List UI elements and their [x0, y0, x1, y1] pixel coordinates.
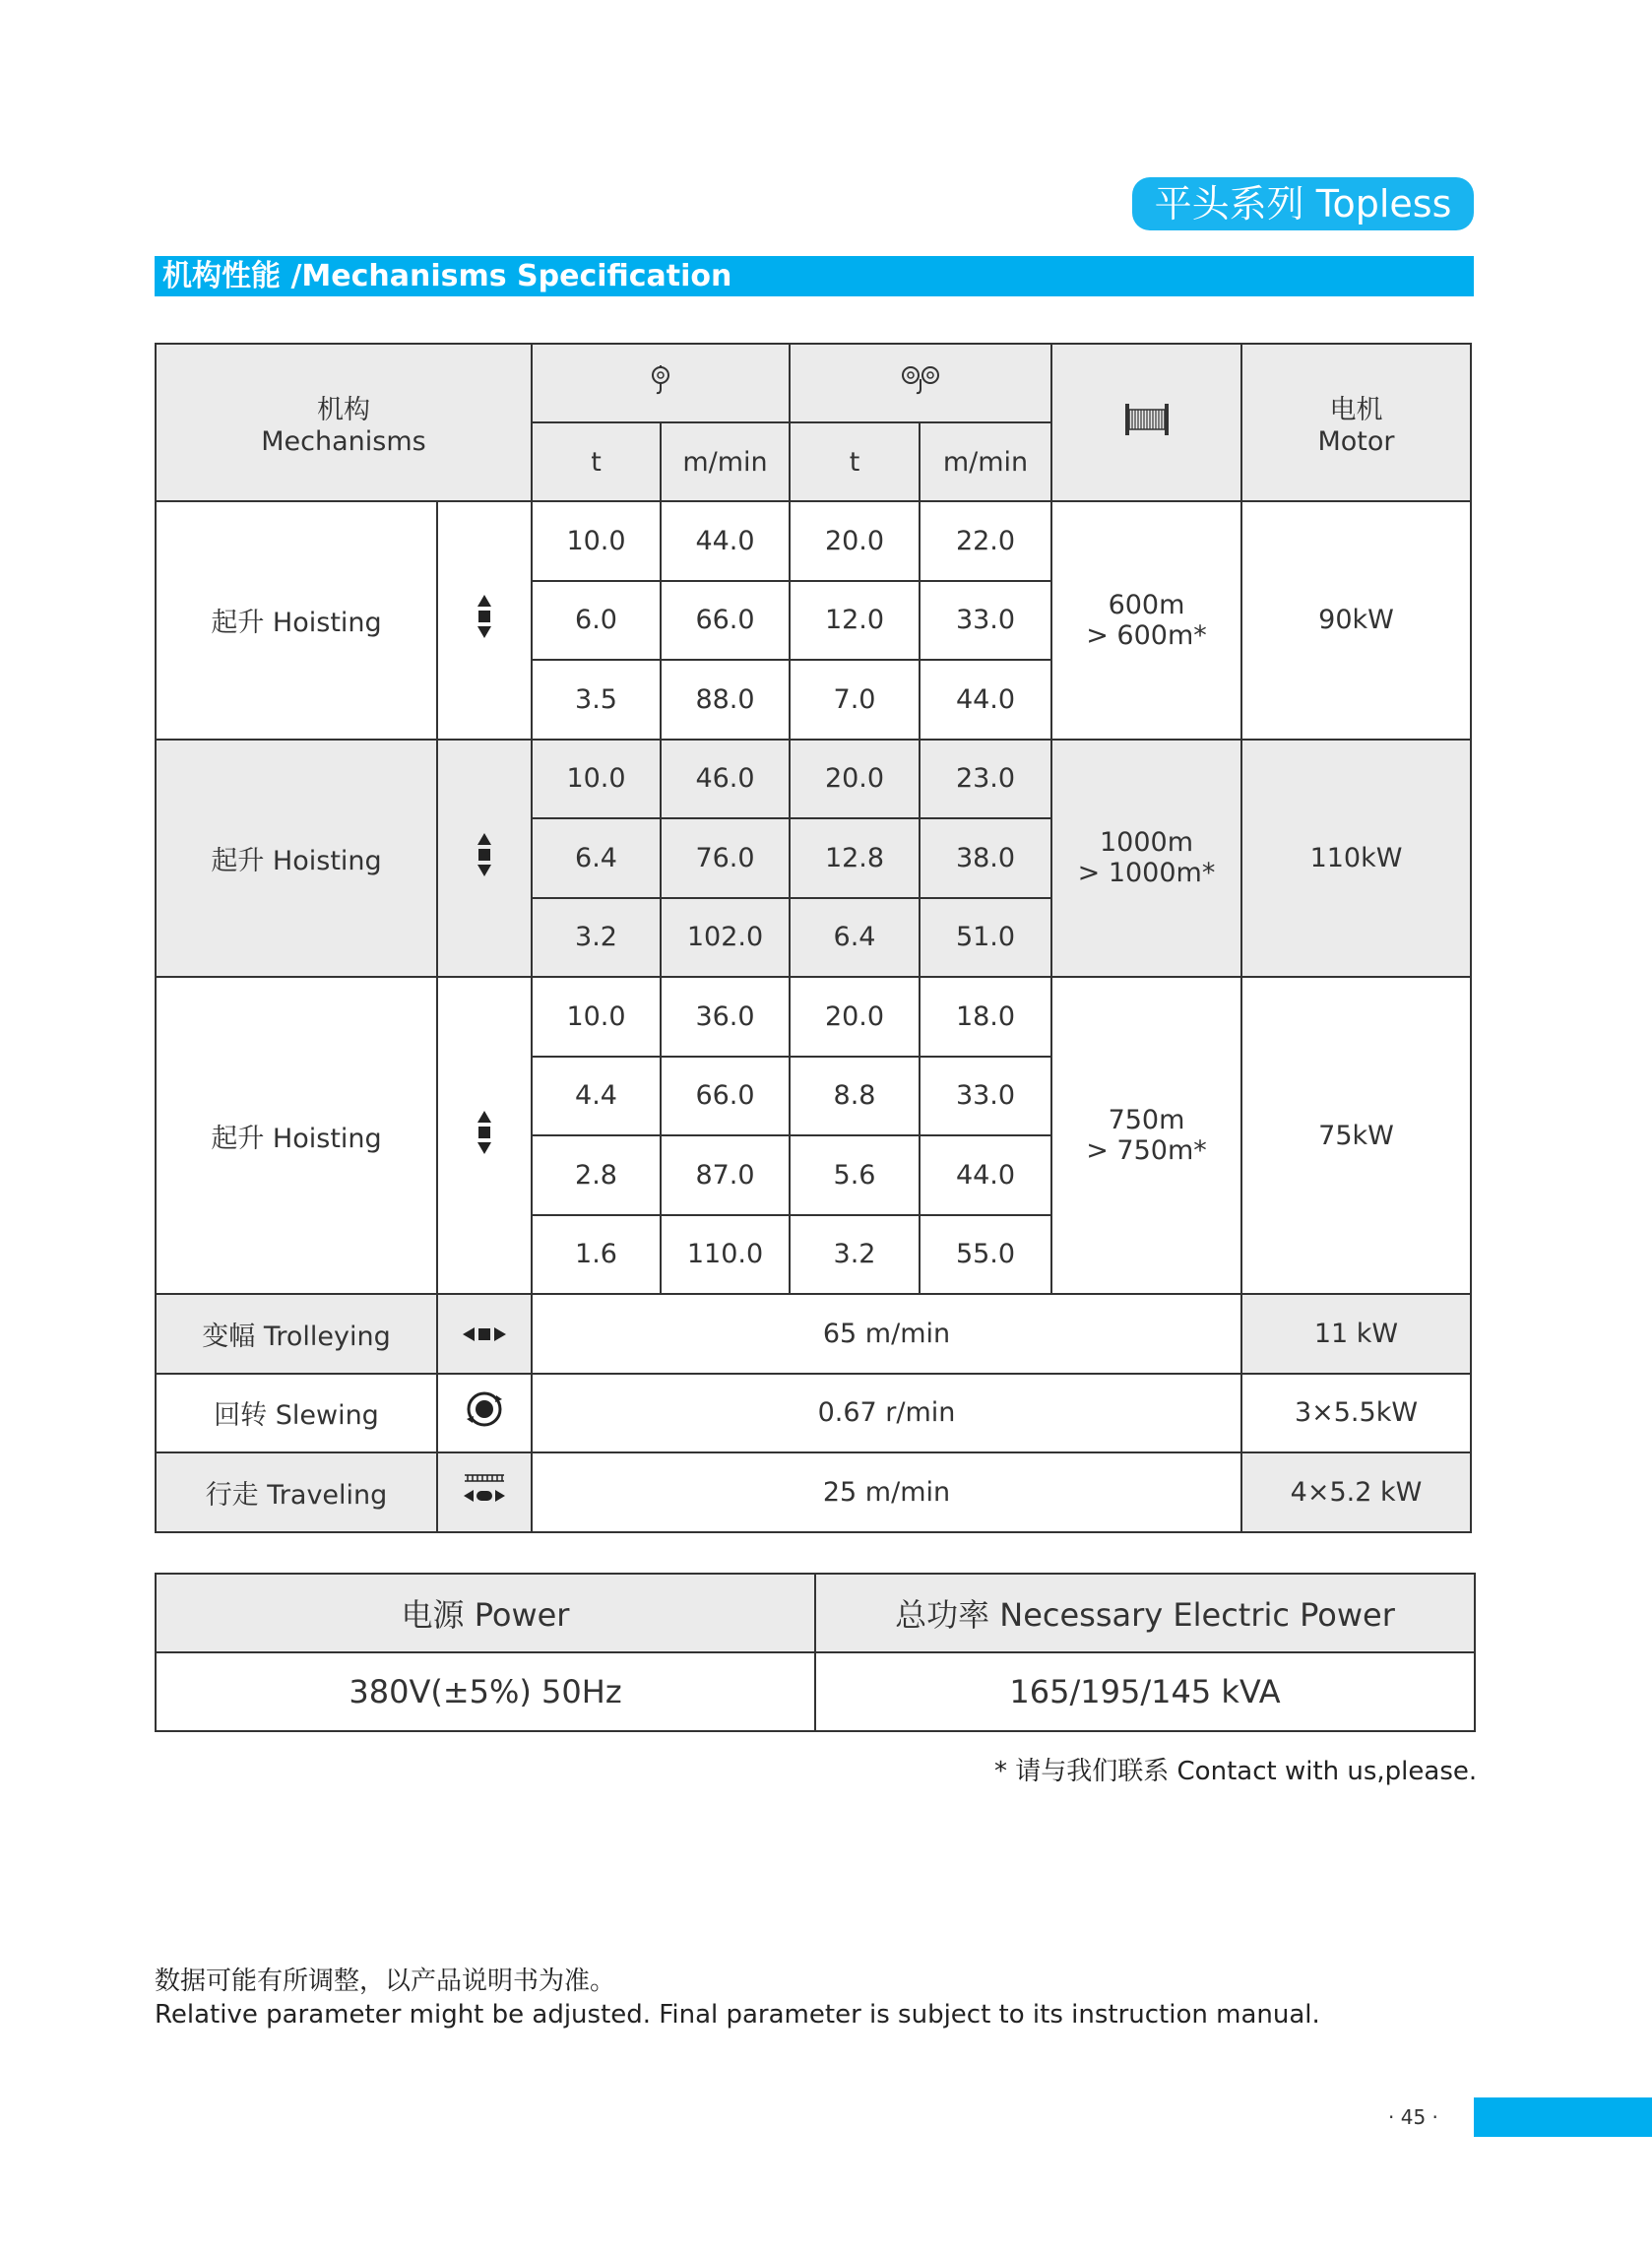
table-cell: 76.0: [661, 818, 790, 898]
t-header: t: [790, 422, 920, 501]
left-right-arrow-icon: [463, 1326, 506, 1342]
table-cell: 20.0: [790, 501, 920, 581]
table-cell: 20.0: [790, 977, 920, 1057]
table-cell: 44.0: [920, 660, 1051, 740]
table-cell: 44.0: [920, 1135, 1051, 1215]
table-cell: 66.0: [661, 1057, 790, 1136]
slewing-icon: [465, 1389, 504, 1429]
mechanism-label: 起升 Hoisting: [156, 977, 437, 1294]
table-cell: 12.0: [790, 581, 920, 661]
t-header: t: [532, 422, 661, 501]
page-number: · 45 ·: [1388, 2105, 1438, 2129]
table-cell: 5.6: [790, 1135, 920, 1215]
table-cell: 6.4: [532, 818, 661, 898]
mechanism-speed: 25 m/min: [532, 1452, 1241, 1532]
table-cell: 88.0: [661, 660, 790, 740]
table-cell: 44.0: [661, 501, 790, 581]
table-cell: 55.0: [920, 1215, 1051, 1295]
up-down-arrow-icon: [477, 1111, 492, 1154]
table-cell: 1.6: [532, 1215, 661, 1295]
mechanism-icon-cell: [437, 1452, 532, 1532]
table-cell: 33.0: [920, 581, 1051, 661]
table-row: [156, 1294, 1471, 1374]
table-cell: 23.0: [920, 740, 1051, 819]
table-cell: 22.0: [920, 501, 1051, 581]
traveling-icon: [462, 1472, 507, 1506]
table-cell: 10.0: [532, 977, 661, 1057]
mechanism-label: 行走 Traveling: [156, 1452, 437, 1532]
single-hook-icon: [648, 363, 673, 397]
table-cell: 10.0: [532, 501, 661, 581]
table-cell: 102.0: [661, 898, 790, 978]
table-cell: 12.8: [790, 818, 920, 898]
mechanism-label: 回转 Slewing: [156, 1374, 437, 1453]
up-down-arrow-icon: [477, 595, 492, 638]
power-header: 电源 Power: [156, 1574, 815, 1652]
disclaimer-cn: 数据可能有所调整，以产品说明书为准。: [155, 1967, 616, 1996]
rope-capacity: 750m > 750m*: [1051, 977, 1241, 1294]
contact-note: * 请与我们联系 Contact with us,please.: [994, 1757, 1478, 1786]
mechanism-speed: 0.67 r/min: [532, 1374, 1241, 1453]
rope-capacity: 1000m > 1000m*: [1051, 740, 1241, 978]
table-cell: 10.0: [532, 740, 661, 819]
table-cell: 6.0: [532, 581, 661, 661]
table-cell: 51.0: [920, 898, 1051, 978]
hoisting-icon-cell: [437, 501, 532, 740]
electric-power-value: 165/195/145 kVA: [815, 1652, 1475, 1731]
double-hook-header: [790, 344, 1051, 422]
motor-power: 3×5.5kW: [1241, 1374, 1471, 1453]
motor-power: 90kW: [1241, 501, 1471, 740]
table-row: [156, 1452, 1471, 1532]
table-cell: 46.0: [661, 740, 790, 819]
table-cell: 7.0: [790, 660, 920, 740]
mechanism-icon-cell: [437, 1374, 532, 1453]
table-cell: 3.2: [790, 1215, 920, 1295]
table-cell: 6.4: [790, 898, 920, 978]
section-title: 机构性能 /Mechanisms Specification: [155, 256, 1474, 296]
motor-power: 110kW: [1241, 740, 1471, 978]
table-row: [156, 501, 1471, 581]
table-cell: 2.8: [532, 1135, 661, 1215]
power-table: [155, 1573, 1476, 1732]
motor-power: 11 kW: [1241, 1294, 1471, 1374]
electric-power-header: 总功率 Necessary Electric Power: [815, 1574, 1475, 1652]
motor-power: 75kW: [1241, 977, 1471, 1294]
table-cell: 36.0: [661, 977, 790, 1057]
table-cell: 3.5: [532, 660, 661, 740]
series-badge: 平头系列 Topless: [1132, 177, 1474, 230]
mechanism-label: 起升 Hoisting: [156, 501, 437, 740]
rope-drum-header: [1051, 344, 1241, 501]
mechanism-icon-cell: [437, 1294, 532, 1374]
hoisting-icon-cell: [437, 740, 532, 978]
double-hook-icon: [899, 363, 942, 397]
table-cell: 87.0: [661, 1135, 790, 1215]
mechanism-label: 起升 Hoisting: [156, 740, 437, 978]
table-cell: 18.0: [920, 977, 1051, 1057]
table-cell: 66.0: [661, 581, 790, 661]
motor-header: 电机 Motor: [1241, 344, 1471, 501]
disclaimer-en: Relative parameter might be adjusted. Final parameter is subject to its instruction manual.: [155, 2000, 1320, 2030]
table-cell: 38.0: [920, 818, 1051, 898]
table-row: [156, 740, 1471, 819]
table-row: [156, 977, 1471, 1057]
up-down-arrow-icon: [477, 833, 492, 876]
mechanisms-header: 机构 Mechanisms: [156, 344, 532, 501]
motor-power: 4×5.2 kW: [1241, 1452, 1471, 1532]
speed-header: m/min: [661, 422, 790, 501]
mechanism-speed: 65 m/min: [532, 1294, 1241, 1374]
table-cell: 110.0: [661, 1215, 790, 1295]
table-row: [156, 1374, 1471, 1453]
table-cell: 20.0: [790, 740, 920, 819]
table-cell: 8.8: [790, 1057, 920, 1136]
rope-drum-icon: [1123, 402, 1171, 437]
power-value: 380V(±5%) 50Hz: [156, 1652, 815, 1731]
speed-header: m/min: [920, 422, 1051, 501]
page-bar: [1474, 2097, 1652, 2137]
mechanism-label: 变幅 Trolleying: [156, 1294, 437, 1374]
table-cell: 3.2: [532, 898, 661, 978]
rope-capacity: 600m > 600m*: [1051, 501, 1241, 740]
table-cell: 33.0: [920, 1057, 1051, 1136]
single-hook-header: [532, 344, 790, 422]
disclaimer: [155, 1965, 1320, 2031]
mechanisms-spec-table: [155, 343, 1472, 1533]
table-cell: 4.4: [532, 1057, 661, 1136]
hoisting-icon-cell: [437, 977, 532, 1294]
